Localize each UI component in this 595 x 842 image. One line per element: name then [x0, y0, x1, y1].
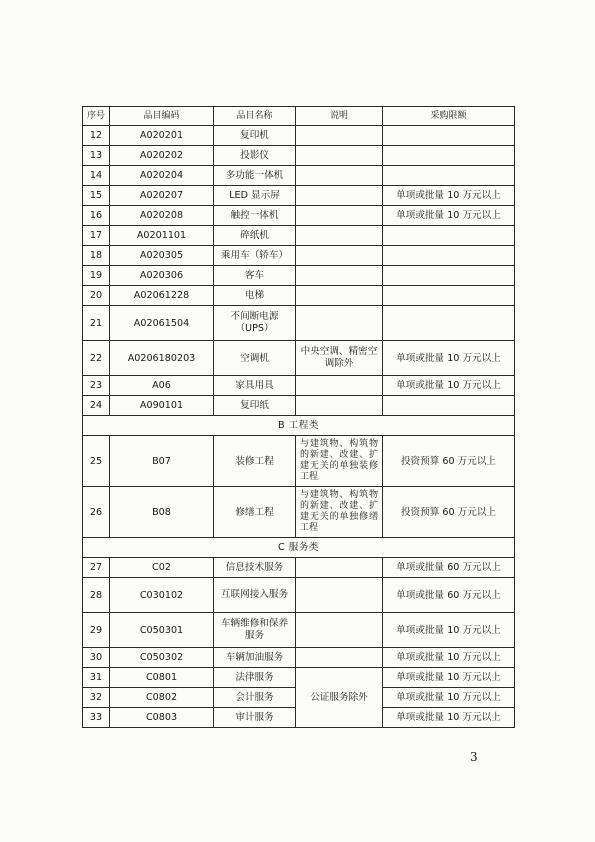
cell-limit: 单项或批量 10 万元以上 [383, 206, 515, 226]
cell-code: C0803 [110, 708, 214, 728]
cell-name: 互联网接入服务 [214, 578, 296, 613]
cell-name: 空调机 [214, 341, 296, 376]
cell-desc [296, 246, 383, 266]
cell-code: C050302 [110, 648, 214, 668]
cell-name: 会计服务 [214, 688, 296, 708]
cell-code: C0802 [110, 688, 214, 708]
cell-no: 28 [83, 578, 110, 613]
cell-code: A090101 [110, 396, 214, 416]
cell-no: 24 [83, 396, 110, 416]
cell-name: 触控一体机 [214, 206, 296, 226]
cell-limit [383, 226, 515, 246]
cell-code: C02 [110, 558, 214, 578]
cell-desc [296, 126, 383, 146]
cell-name: 审计服务 [214, 708, 296, 728]
cell-desc [296, 266, 383, 286]
cell-limit [383, 266, 515, 286]
cell-code: A06 [110, 376, 214, 396]
cell-no: 32 [83, 688, 110, 708]
page-number: 3 [470, 750, 478, 764]
cell-no: 30 [83, 648, 110, 668]
cell-name: 碎纸机 [214, 226, 296, 246]
cell-code: A02061228 [110, 286, 214, 306]
table-row [83, 578, 515, 613]
section-row-b [83, 416, 515, 436]
table-row [83, 166, 515, 186]
cell-no: 16 [83, 206, 110, 226]
procurement-catalog-table [82, 106, 515, 728]
table-row [83, 146, 515, 166]
cell-limit [383, 306, 515, 341]
header-name: 品目名称 [214, 107, 296, 126]
cell-name: 多功能一体机 [214, 166, 296, 186]
cell-desc [296, 226, 383, 246]
cell-limit: 单项或批量 60 万元以上 [383, 578, 515, 613]
cell-code: A020305 [110, 246, 214, 266]
cell-name: 复印纸 [214, 396, 296, 416]
table-row [83, 396, 515, 416]
cell-code: A02061504 [110, 306, 214, 341]
cell-desc [296, 648, 383, 668]
cell-no: 22 [83, 341, 110, 376]
header-limit: 采购限额 [383, 107, 515, 126]
cell-no: 12 [83, 126, 110, 146]
cell-limit: 单项或批量 10 万元以上 [383, 186, 515, 206]
cell-limit: 单项或批量 60 万元以上 [383, 558, 515, 578]
table-row [83, 558, 515, 578]
cell-no: 18 [83, 246, 110, 266]
cell-code: A020207 [110, 186, 214, 206]
section-title-c: C 服务类 [83, 538, 515, 558]
cell-limit [383, 166, 515, 186]
cell-no: 29 [83, 613, 110, 648]
cell-no: 17 [83, 226, 110, 246]
cell-name: 修缮工程 [214, 487, 296, 538]
table-row [83, 206, 515, 226]
cell-limit: 投资预算 60 万元以上 [383, 487, 515, 538]
cell-limit: 单项或批量 10 万元以上 [383, 708, 515, 728]
cell-desc: 与建筑物、构筑物的新建、改建、扩建无关的单独修缮工程 [296, 487, 383, 538]
cell-name: 装修工程 [214, 436, 296, 487]
cell-name: 复印机 [214, 126, 296, 146]
cell-desc [296, 286, 383, 306]
cell-name: LED 显示屏 [214, 186, 296, 206]
cell-name: 信息技术服务 [214, 558, 296, 578]
cell-desc [296, 186, 383, 206]
cell-code: C030102 [110, 578, 214, 613]
cell-name: 车辆加油服务 [214, 648, 296, 668]
cell-limit: 单项或批量 10 万元以上 [383, 613, 515, 648]
table-header-row [83, 107, 515, 126]
cell-code: A0206180203 [110, 341, 214, 376]
cell-limit: 单项或批量 10 万元以上 [383, 668, 515, 688]
cell-no: 14 [83, 166, 110, 186]
cell-desc [296, 166, 383, 186]
cell-no: 23 [83, 376, 110, 396]
cell-no: 33 [83, 708, 110, 728]
cell-no: 31 [83, 668, 110, 688]
cell-code: B08 [110, 487, 214, 538]
section-row-c [83, 538, 515, 558]
cell-name: 投影仪 [214, 146, 296, 166]
cell-no: 26 [83, 487, 110, 538]
cell-desc [296, 206, 383, 226]
cell-desc [296, 396, 383, 416]
cell-limit [383, 396, 515, 416]
table-row [83, 648, 515, 668]
table-row [83, 613, 515, 648]
cell-code: A020204 [110, 166, 214, 186]
cell-name: 车辆维修和保养服务 [214, 613, 296, 648]
header-desc: 说明 [296, 107, 383, 126]
table-row [83, 286, 515, 306]
cell-limit: 单项或批量 10 万元以上 [383, 376, 515, 396]
table-row [83, 266, 515, 286]
cell-code: B07 [110, 436, 214, 487]
cell-desc: 中央空调、精密空调除外 [296, 341, 383, 376]
cell-name: 乘用车（轿车） [214, 246, 296, 266]
cell-code: C0801 [110, 668, 214, 688]
cell-code: A020201 [110, 126, 214, 146]
cell-no: 21 [83, 306, 110, 341]
cell-limit: 单项或批量 10 万元以上 [383, 648, 515, 668]
cell-limit [383, 246, 515, 266]
cell-name: 不间断电源（UPS） [214, 306, 296, 341]
cell-desc [296, 146, 383, 166]
cell-desc: 与建筑物、构筑物的新建、改建、扩建无关的单独装修工程 [296, 436, 383, 487]
table-row [83, 186, 515, 206]
cell-name: 法律服务 [214, 668, 296, 688]
cell-no: 19 [83, 266, 110, 286]
cell-no: 25 [83, 436, 110, 487]
table-row [83, 226, 515, 246]
cell-name: 家具用具 [214, 376, 296, 396]
cell-limit [383, 126, 515, 146]
cell-desc [296, 578, 383, 613]
cell-desc [296, 306, 383, 341]
table-row [83, 487, 515, 538]
cell-code: A020202 [110, 146, 214, 166]
section-title-b: B 工程类 [83, 416, 515, 436]
cell-limit: 单项或批量 10 万元以上 [383, 341, 515, 376]
table-row [83, 376, 515, 396]
cell-desc-merged: 公证服务除外 [296, 668, 383, 728]
cell-code: A0201101 [110, 226, 214, 246]
cell-no: 15 [83, 186, 110, 206]
cell-name: 客车 [214, 266, 296, 286]
header-code: 品目编码 [110, 107, 214, 126]
cell-no: 13 [83, 146, 110, 166]
cell-limit [383, 286, 515, 306]
cell-code: A020208 [110, 206, 214, 226]
cell-code: C050301 [110, 613, 214, 648]
cell-limit: 投资预算 60 万元以上 [383, 436, 515, 487]
cell-desc [296, 558, 383, 578]
cell-name: 电梯 [214, 286, 296, 306]
table-row [83, 436, 515, 487]
cell-desc [296, 376, 383, 396]
cell-desc [296, 613, 383, 648]
table-row [83, 246, 515, 266]
cell-no: 20 [83, 286, 110, 306]
cell-limit [383, 146, 515, 166]
cell-code: A020306 [110, 266, 214, 286]
table-row [83, 341, 515, 376]
header-no: 序号 [83, 107, 110, 126]
table-row [83, 668, 515, 688]
table-row [83, 306, 515, 341]
cell-no: 27 [83, 558, 110, 578]
cell-limit: 单项或批量 10 万元以上 [383, 688, 515, 708]
table-row [83, 126, 515, 146]
